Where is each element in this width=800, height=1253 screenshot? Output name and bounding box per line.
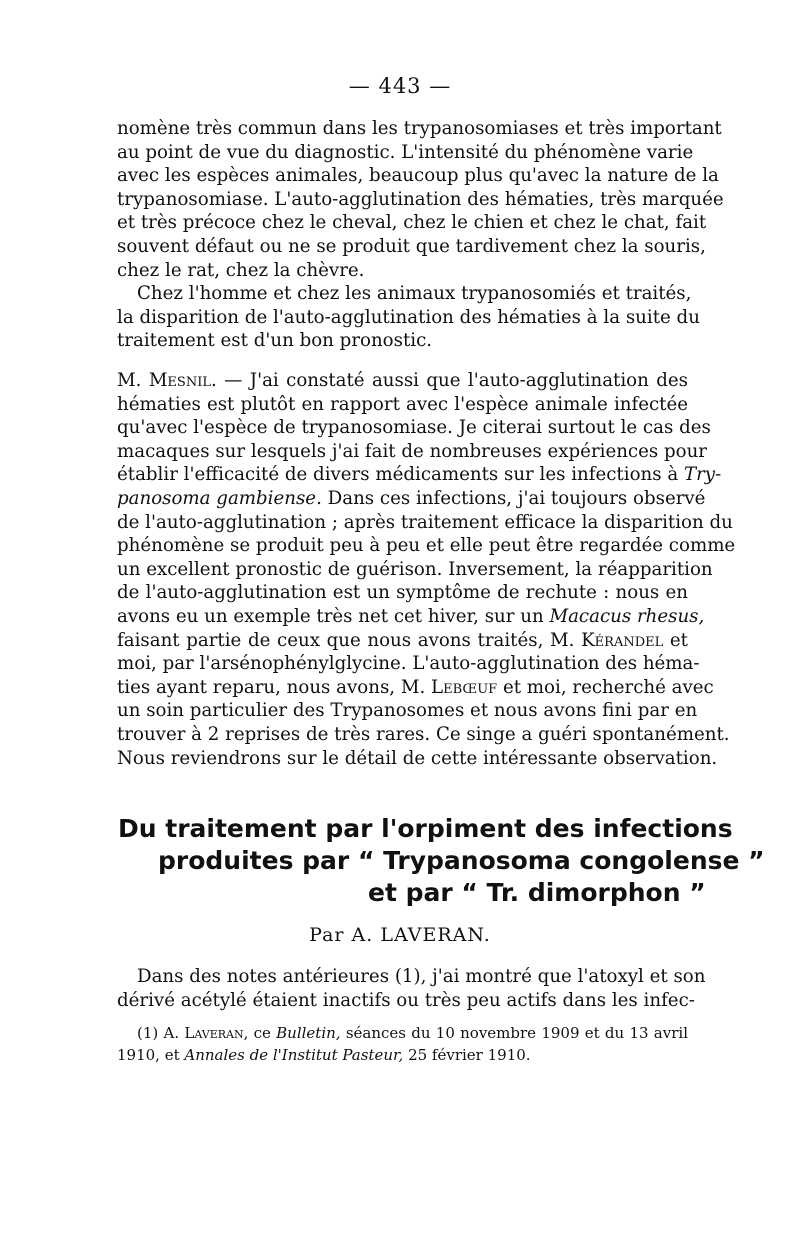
paragraph-4: [117, 965, 706, 1012]
footnote: [117, 1022, 688, 1066]
person-name: Kérandel: [581, 629, 664, 651]
text-line: dérivé acétylé étaient inactifs ou très peu actifs dans les infec-: [117, 989, 695, 1011]
text-run: établir l'efficacité de divers médicaments sur les infections à: [117, 464, 684, 486]
text-line: un soin particulier des Trypanosomes et nous avons fini par en: [117, 700, 698, 722]
text-line: de l'auto-agglutination est un symptôme de rechute : nous en: [117, 582, 688, 604]
text-line: macaques sur lesquels j'ai fait de nombreuses expériences pour: [117, 440, 708, 462]
article-title-line-3: et par “ Tr. dimorphon ”: [368, 878, 706, 907]
species-name: panosoma gambiense.: [117, 487, 322, 509]
text-run: 25 février 1910.: [403, 1046, 531, 1064]
text-line: Nous reviendrons sur le détail de cette intéressante observation.: [117, 747, 718, 769]
journal-title: Bulletin,: [276, 1024, 341, 1042]
text-run: séances du 10 novembre 1909 et du 13 avril: [340, 1024, 688, 1042]
text-run: ties ayant reparu, nous avons, M.: [117, 676, 432, 698]
text-run: — J'ai constaté aussi que l'auto-agglutination des: [216, 370, 688, 391]
text-line: nomène très commun dans les trypanosomiases et très important: [117, 118, 722, 139]
text-line: trypanosomiase. L'auto-agglutination des hématies, très marquée: [117, 188, 724, 210]
text-line: Chez l'homme et chez les animaux trypanosomiés et traités,: [137, 283, 692, 304]
text-run: 1910, et: [117, 1046, 185, 1064]
text-line: et très précoce chez le cheval, chez le chien et chez le chat, fait: [117, 212, 707, 234]
text-line: [117, 487, 706, 511]
author-byline: Par A. LAVERAN.: [309, 924, 491, 946]
text-line: traitement est d'un bon pronostic.: [117, 330, 433, 352]
article-title-line-2: produites par “ Trypanosoma congolense ”: [158, 846, 765, 875]
text-line: Dans des notes antérieures (1), j'ai montré que l'atoxyl et son: [137, 966, 706, 987]
text-line: moi, par l'arsénophénylglycine. L'auto-agglutination des héma-: [117, 653, 700, 675]
footnote-marker: (1) A.: [137, 1024, 185, 1042]
person-name: Laveran: [184, 1024, 244, 1042]
text-line: [117, 605, 705, 629]
paragraph-mesnil: [117, 369, 736, 770]
text-line: souvent défaut ou ne se produit que tardivement chez la souris,: [117, 235, 706, 257]
speaker-name: M. Mesnil.: [117, 370, 217, 391]
text-line: [117, 629, 688, 653]
text-run: faisant partie de ceux que nous avons traités, M.: [117, 629, 582, 651]
text-run: avons eu un exemple très net cet hiver, sur un: [117, 605, 550, 627]
text-line: avec les espèces animales, beaucoup plus qu'avec la nature de la: [117, 165, 719, 187]
text-line: phénomène se produit peu à peu et elle peut être regardée comme: [117, 535, 736, 557]
text-line: [117, 369, 688, 393]
text-run: et moi, recherché avec: [497, 676, 714, 698]
journal-title: Annales de l'Institut Pasteur,: [184, 1046, 404, 1064]
paragraph-2: [117, 282, 700, 353]
text-run: Dans ces infections, j'ai toujours observé: [321, 487, 706, 509]
text-run: , ce: [243, 1024, 277, 1042]
article-title-line-1: Du traitement par l'orpiment des infections: [118, 814, 733, 843]
text-line: trouver à 2 reprises de très rares. Ce singe a guéri spontanément.: [117, 723, 730, 745]
text-line: qu'avec l'espèce de trypanosomiase. Je citerai surtout le cas des: [117, 417, 711, 439]
text-line: au point de vue du diagnostic. L'intensité du phénomène varie: [117, 141, 694, 163]
text-line: la disparition de l'auto-agglutination des hématies à la suite du: [117, 306, 700, 328]
text-line: [117, 463, 722, 487]
text-line: de l'auto-agglutination ; après traitement efficace la disparition du: [117, 511, 733, 533]
footnote-line: [117, 1044, 688, 1066]
text-line: hématies est plutôt en rapport avec l'espèce animale infectée: [117, 393, 688, 415]
text-line: un excellent pronostic de guérison. Inversement, la réapparition: [117, 558, 713, 580]
text-run: et: [663, 629, 688, 651]
text-line: [117, 676, 714, 700]
text-line: chez le rat, chez la chèvre.: [117, 259, 365, 281]
paragraph-1: [117, 117, 724, 282]
species-name: Try-: [683, 464, 722, 486]
footnote-line: [117, 1022, 688, 1044]
page-number: — 443 —: [348, 74, 452, 98]
person-name: Lebœuf: [431, 676, 498, 698]
species-name: Macacus rhesus,: [549, 605, 705, 627]
